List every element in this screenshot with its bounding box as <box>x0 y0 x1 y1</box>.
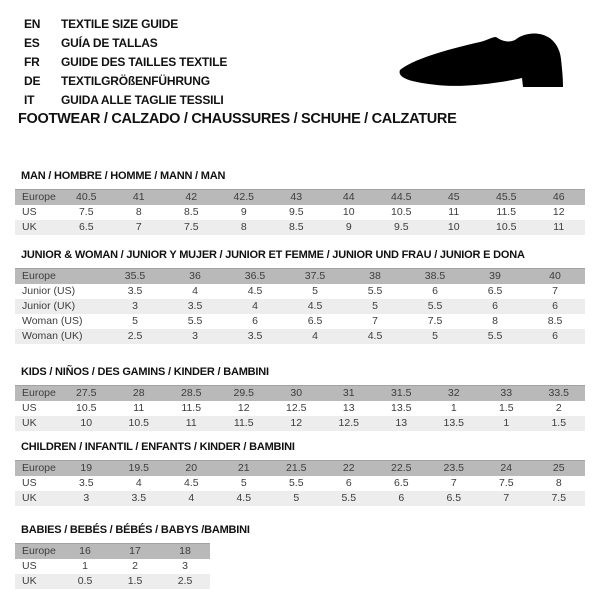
size-cell: 21 <box>218 461 271 477</box>
man-size-table <box>15 189 585 235</box>
size-cell: 3 <box>60 491 113 506</box>
size-cell: 11.5 <box>480 205 533 220</box>
table-row <box>15 559 210 574</box>
table-title-kids: KIDS / NIÑOS / DES GAMINS / KINDER / BAMBINI <box>21 366 269 378</box>
size-cell: 9 <box>323 220 376 235</box>
row-label: Europe <box>15 461 60 477</box>
language-code: ES <box>24 36 40 50</box>
size-cell: 10 <box>323 205 376 220</box>
size-cell: 44 <box>323 190 376 206</box>
table-row <box>15 574 210 589</box>
row-label: UK <box>15 416 60 431</box>
row-label: Europe <box>15 386 60 402</box>
size-cell: 8.5 <box>270 220 323 235</box>
size-cell: 3.5 <box>105 284 165 299</box>
size-cell: 37.5 <box>285 269 345 285</box>
size-cell: 36 <box>165 269 225 285</box>
kids-size-table-section <box>15 366 585 431</box>
size-cell: 38 <box>345 269 405 285</box>
category-title: FOOTWEAR / CALZADO / CHAUSSURES / SCHUHE / CALZATURE <box>18 111 457 127</box>
table-row <box>15 205 585 220</box>
language-label: GUÍA DE TALLAS <box>61 36 158 50</box>
row-label: Junior (UK) <box>15 299 105 314</box>
size-cell: 6 <box>525 299 585 314</box>
language-label: TEXTILGRÖßENFÜHRUNG <box>61 74 210 88</box>
size-cell: 7 <box>428 476 481 491</box>
row-label: US <box>15 401 60 416</box>
size-cell: 4 <box>165 491 218 506</box>
size-cell: 23.5 <box>428 461 481 477</box>
size-cell: 8 <box>533 476 586 491</box>
size-cell: 42 <box>165 190 218 206</box>
size-cell: 11 <box>165 416 218 431</box>
size-cell: 6 <box>323 476 376 491</box>
table-row <box>15 401 585 416</box>
size-cell: 4.5 <box>345 329 405 344</box>
size-cell: 7 <box>345 314 405 329</box>
size-cell: 10 <box>428 220 481 235</box>
size-cell: 7 <box>480 491 533 506</box>
size-cell: 4.5 <box>225 284 285 299</box>
size-cell: 5 <box>218 476 271 491</box>
size-cell: 45 <box>428 190 481 206</box>
table-row <box>15 476 585 491</box>
size-cell: 45.5 <box>480 190 533 206</box>
row-label: UK <box>15 220 60 235</box>
size-cell: 16 <box>60 544 110 560</box>
size-cell: 6.5 <box>375 476 428 491</box>
size-cell: 3 <box>160 559 210 574</box>
size-cell: 5.5 <box>465 329 525 344</box>
size-cell: 10 <box>60 416 113 431</box>
language-code: EN <box>24 17 41 31</box>
size-cell: 3 <box>165 329 225 344</box>
language-row-it <box>24 91 227 110</box>
size-cell: 22 <box>323 461 376 477</box>
table-title-junior-woman: JUNIOR & WOMAN / JUNIOR Y MUJER / JUNIOR ET FEMME / JUNIOR UND FRAU / JUNIOR E DONA <box>21 249 525 261</box>
size-cell: 42.5 <box>218 190 271 206</box>
size-cell: 7.5 <box>405 314 465 329</box>
table-title-babies: BABIES / BEBÉS / BÉBÉS / BABYS /BAMBINI <box>21 524 250 536</box>
size-cell: 10.5 <box>375 205 428 220</box>
size-cell: 2.5 <box>105 329 165 344</box>
row-label: Junior (US) <box>15 284 105 299</box>
size-cell: 12.5 <box>270 401 323 416</box>
size-cell: 13.5 <box>375 401 428 416</box>
table-row <box>15 190 585 206</box>
size-cell: 8.5 <box>525 314 585 329</box>
size-cell: 43 <box>270 190 323 206</box>
size-cell: 7.5 <box>533 491 586 506</box>
size-cell: 25 <box>533 461 586 477</box>
children-size-table <box>15 460 585 506</box>
size-cell: 9.5 <box>375 220 428 235</box>
row-label: US <box>15 476 60 491</box>
size-cell: 9 <box>218 205 271 220</box>
size-cell: 5 <box>285 284 345 299</box>
language-code: FR <box>24 55 40 69</box>
size-cell: 33.5 <box>533 386 586 402</box>
size-cell: 7 <box>525 284 585 299</box>
size-cell: 3.5 <box>60 476 113 491</box>
language-row-de <box>24 72 227 91</box>
size-cell: 11.5 <box>218 416 271 431</box>
size-cell: 3.5 <box>165 299 225 314</box>
table-row <box>15 416 585 431</box>
size-cell: 7.5 <box>480 476 533 491</box>
table-row <box>15 299 585 314</box>
size-cell: 2.5 <box>160 574 210 589</box>
size-cell: 5 <box>405 329 465 344</box>
language-code: DE <box>24 74 41 88</box>
size-cell: 4.5 <box>165 476 218 491</box>
size-cell: 4 <box>285 329 345 344</box>
table-row <box>15 461 585 477</box>
language-row-fr <box>24 53 227 72</box>
row-label: Europe <box>15 190 60 206</box>
size-cell: 12.5 <box>323 416 376 431</box>
row-label: Woman (US) <box>15 314 105 329</box>
size-cell: 44.5 <box>375 190 428 206</box>
size-cell: 5.5 <box>270 476 323 491</box>
babies-size-table-section <box>15 524 250 589</box>
row-label: Woman (UK) <box>15 329 105 344</box>
table-row <box>15 544 210 560</box>
table-title-man: MAN / HOMBRE / HOMME / MANN / MAN <box>21 170 226 182</box>
size-cell: 2 <box>110 559 160 574</box>
size-cell: 2 <box>533 401 586 416</box>
row-label: UK <box>15 574 60 589</box>
size-cell: 11 <box>428 205 481 220</box>
size-cell: 10.5 <box>60 401 113 416</box>
size-cell: 6 <box>405 284 465 299</box>
children-size-table-section <box>15 441 585 506</box>
size-cell: 5.5 <box>345 284 405 299</box>
table-row <box>15 269 585 285</box>
junior-woman-size-table <box>15 268 585 344</box>
size-cell: 31 <box>323 386 376 402</box>
dress-shoe-icon <box>392 27 574 97</box>
size-cell: 32 <box>428 386 481 402</box>
size-cell: 33 <box>480 386 533 402</box>
size-cell: 6 <box>225 314 285 329</box>
table-row <box>15 386 585 402</box>
size-cell: 0.5 <box>60 574 110 589</box>
size-cell: 3.5 <box>113 491 166 506</box>
size-cell: 40 <box>525 269 585 285</box>
size-cell: 6.5 <box>428 491 481 506</box>
size-cell: 6 <box>465 299 525 314</box>
size-cell: 5.5 <box>323 491 376 506</box>
size-cell: 5.5 <box>405 299 465 314</box>
row-label: UK <box>15 491 60 506</box>
size-cell: 13 <box>375 416 428 431</box>
size-cell: 35.5 <box>105 269 165 285</box>
size-cell: 1.5 <box>533 416 586 431</box>
language-code: IT <box>24 93 35 107</box>
size-cell: 5.5 <box>165 314 225 329</box>
size-cell: 1 <box>480 416 533 431</box>
size-cell: 6 <box>375 491 428 506</box>
size-cell: 1 <box>60 559 110 574</box>
table-row <box>15 284 585 299</box>
size-cell: 13 <box>323 401 376 416</box>
size-cell: 6.5 <box>465 284 525 299</box>
size-cell: 17 <box>110 544 160 560</box>
language-row-es <box>24 34 227 53</box>
size-cell: 19.5 <box>113 461 166 477</box>
size-cell: 9.5 <box>270 205 323 220</box>
size-cell: 46 <box>533 190 586 206</box>
size-cell: 18 <box>160 544 210 560</box>
size-cell: 7.5 <box>60 205 113 220</box>
size-cell: 12 <box>533 205 586 220</box>
size-cell: 28 <box>113 386 166 402</box>
row-label: Europe <box>15 544 60 560</box>
size-cell: 11.5 <box>165 401 218 416</box>
junior-woman-size-table-section <box>15 249 585 344</box>
size-cell: 5 <box>105 314 165 329</box>
size-cell: 19 <box>60 461 113 477</box>
size-cell: 12 <box>270 416 323 431</box>
size-cell: 30 <box>270 386 323 402</box>
row-label: US <box>15 559 60 574</box>
size-cell: 39 <box>465 269 525 285</box>
language-label: TEXTILE SIZE GUIDE <box>61 17 179 31</box>
kids-size-table <box>15 385 585 431</box>
size-cell: 4 <box>113 476 166 491</box>
size-cell: 7.5 <box>165 220 218 235</box>
language-row-en <box>24 15 227 34</box>
table-row <box>15 314 585 329</box>
size-cell: 6 <box>525 329 585 344</box>
size-cell: 28.5 <box>165 386 218 402</box>
size-cell: 21.5 <box>270 461 323 477</box>
language-list <box>24 15 227 110</box>
size-cell: 40.5 <box>60 190 113 206</box>
size-cell: 6.5 <box>285 314 345 329</box>
size-cell: 22.5 <box>375 461 428 477</box>
size-cell: 11 <box>113 401 166 416</box>
size-cell: 38.5 <box>405 269 465 285</box>
size-cell: 12 <box>218 401 271 416</box>
language-label: GUIDA ALLE TAGLIE TESSILI <box>61 93 224 107</box>
table-row <box>15 491 585 506</box>
size-cell: 4.5 <box>285 299 345 314</box>
size-cell: 31.5 <box>375 386 428 402</box>
size-cell: 8 <box>465 314 525 329</box>
size-cell: 8 <box>218 220 271 235</box>
size-cell: 4 <box>165 284 225 299</box>
size-cell: 3 <box>105 299 165 314</box>
size-cell: 27.5 <box>60 386 113 402</box>
table-title-children: CHILDREN / INFANTIL / ENFANTS / KINDER / BAMBINI <box>21 441 295 453</box>
size-cell: 10.5 <box>480 220 533 235</box>
size-cell: 10.5 <box>113 416 166 431</box>
table-row <box>15 329 585 344</box>
size-cell: 1.5 <box>480 401 533 416</box>
size-cell: 11 <box>533 220 586 235</box>
size-cell: 24 <box>480 461 533 477</box>
language-label: GUIDE DES TAILLES TEXTILE <box>61 55 228 69</box>
size-cell: 8 <box>113 205 166 220</box>
size-cell: 4.5 <box>218 491 271 506</box>
size-cell: 5 <box>270 491 323 506</box>
size-cell: 36.5 <box>225 269 285 285</box>
size-cell: 20 <box>165 461 218 477</box>
size-cell: 13.5 <box>428 416 481 431</box>
table-row <box>15 220 585 235</box>
size-cell: 4 <box>225 299 285 314</box>
size-cell: 8.5 <box>165 205 218 220</box>
size-cell: 6.5 <box>60 220 113 235</box>
size-cell: 1 <box>428 401 481 416</box>
row-label: US <box>15 205 60 220</box>
man-size-table-section <box>15 170 585 235</box>
size-cell: 5 <box>345 299 405 314</box>
size-cell: 1.5 <box>110 574 160 589</box>
size-cell: 29.5 <box>218 386 271 402</box>
size-cell: 3.5 <box>225 329 285 344</box>
size-cell: 41 <box>113 190 166 206</box>
size-cell: 7 <box>113 220 166 235</box>
babies-size-table <box>15 543 210 589</box>
row-label: Europe <box>15 269 105 285</box>
